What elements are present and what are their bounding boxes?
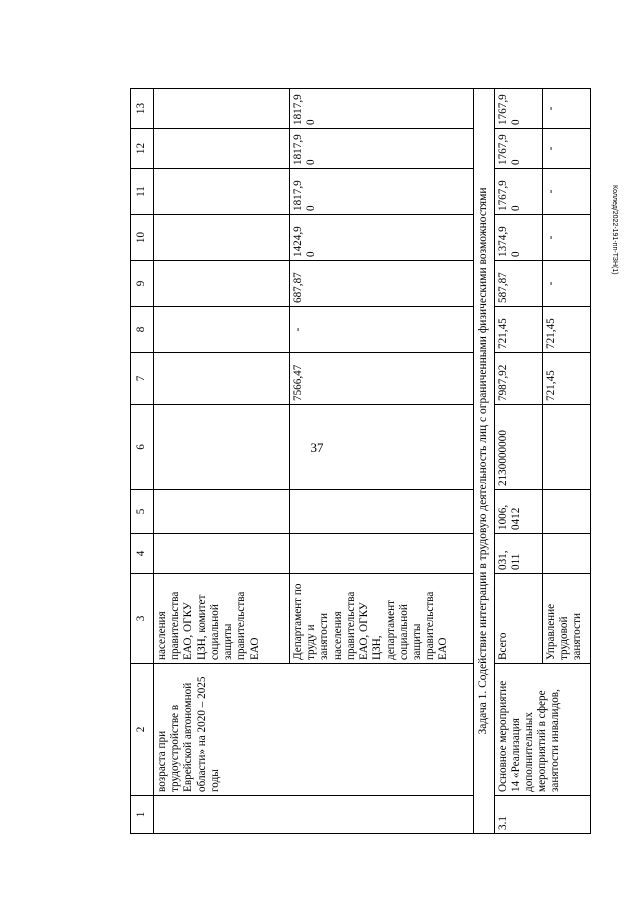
value-cell: 7566,47 (290, 353, 474, 405)
table-cell (542, 534, 590, 574)
value-cell: 587,87 (494, 261, 542, 307)
table-row (494, 89, 542, 834)
executor-cell: населения правительства ЕАО, ОГКУ ЦЗН, комитет социальной защиты правительства ЕАО (154, 574, 290, 664)
value-cell: 1767,9 0 (494, 169, 542, 215)
value-cell: 1767,9 0 (494, 89, 542, 129)
value-cell: - (542, 89, 590, 129)
header-cell: 6 (131, 405, 154, 490)
value-cell: - (542, 215, 590, 261)
executor-cell: Департамент по труду и занятости населения правительства ЕАО, ОГКУ ЦЗН, департамент социальной защиты правительства ЕАО (290, 574, 474, 664)
value-cell: - (542, 169, 590, 215)
table-cell (154, 307, 290, 353)
task-row (474, 89, 495, 834)
value-cell: - (542, 261, 590, 307)
code-cell: 2130000000 (494, 405, 542, 490)
header-cell: 2 (131, 664, 154, 796)
header-cell: 4 (131, 534, 154, 574)
header-row (131, 89, 154, 834)
table-cell (290, 405, 474, 490)
value-cell: 721,45 (494, 307, 542, 353)
code-cell: 1006, 0412 (494, 490, 542, 534)
table-cell (154, 353, 290, 405)
table-cell (154, 490, 290, 534)
executor-cell: Управление трудовой занятости (542, 574, 590, 664)
header-cell: 12 (131, 129, 154, 169)
program-title-cell: возраста при трудоустройстве в Еврейской автономной области» на 2020 – 2025 годы (154, 664, 474, 796)
value-cell: 721,45 (542, 353, 590, 405)
value-cell: 721,45 (542, 307, 590, 353)
header-cell: 5 (131, 490, 154, 534)
row-number-cell: 3.1 (494, 796, 590, 834)
header-cell: 13 (131, 89, 154, 129)
table-cell (290, 534, 474, 574)
table-cell (542, 490, 590, 534)
table-cell (154, 215, 290, 261)
value-cell: - (290, 307, 474, 353)
table-cell (154, 405, 290, 490)
table-cell (290, 490, 474, 534)
table-cell (154, 89, 290, 129)
value-cell: 7987,92 (494, 353, 542, 405)
header-cell: 11 (131, 169, 154, 215)
header-cell: 9 (131, 261, 154, 307)
header-cell: 3 (131, 574, 154, 664)
budget-table (130, 88, 591, 834)
value-cell: 1767,9 0 (494, 129, 542, 169)
task-heading: Задача 1. Содействие интеграции в трудовую деятельность лиц с ограниченными физическими возможностями (474, 89, 495, 834)
rotated-table-container (130, 89, 583, 834)
header-cell: 7 (131, 353, 154, 405)
table-cell (154, 261, 290, 307)
table-cell (154, 796, 474, 834)
value-cell: - (542, 129, 590, 169)
table-cell (154, 169, 290, 215)
table-cell (154, 534, 290, 574)
activity-title-cell: Основное мероприятие 14 «Реализация дополнительных мероприятий в сфере занятости инвалидов, (494, 664, 590, 796)
header-cell: 10 (131, 215, 154, 261)
code-cell: 031, 011 (494, 534, 542, 574)
executor-cell: Всего (494, 574, 542, 664)
table-cell (154, 129, 290, 169)
table-row (154, 89, 290, 834)
value-cell: 1817,9 0 (290, 129, 474, 169)
page-number: 37 (310, 440, 324, 455)
value-cell: 687,87 (290, 261, 474, 307)
document-stamp: Коллед/2022-191-пп-ТЗН(1) (611, 185, 618, 275)
header-cell: 1 (131, 796, 154, 834)
value-cell: 1374,9 0 (494, 215, 542, 261)
header-cell: 8 (131, 307, 154, 353)
value-cell: 1817,9 0 (290, 89, 474, 129)
value-cell: 1817,9 0 (290, 169, 474, 215)
table-cell (542, 405, 590, 490)
value-cell: 1424,9 0 (290, 215, 474, 261)
